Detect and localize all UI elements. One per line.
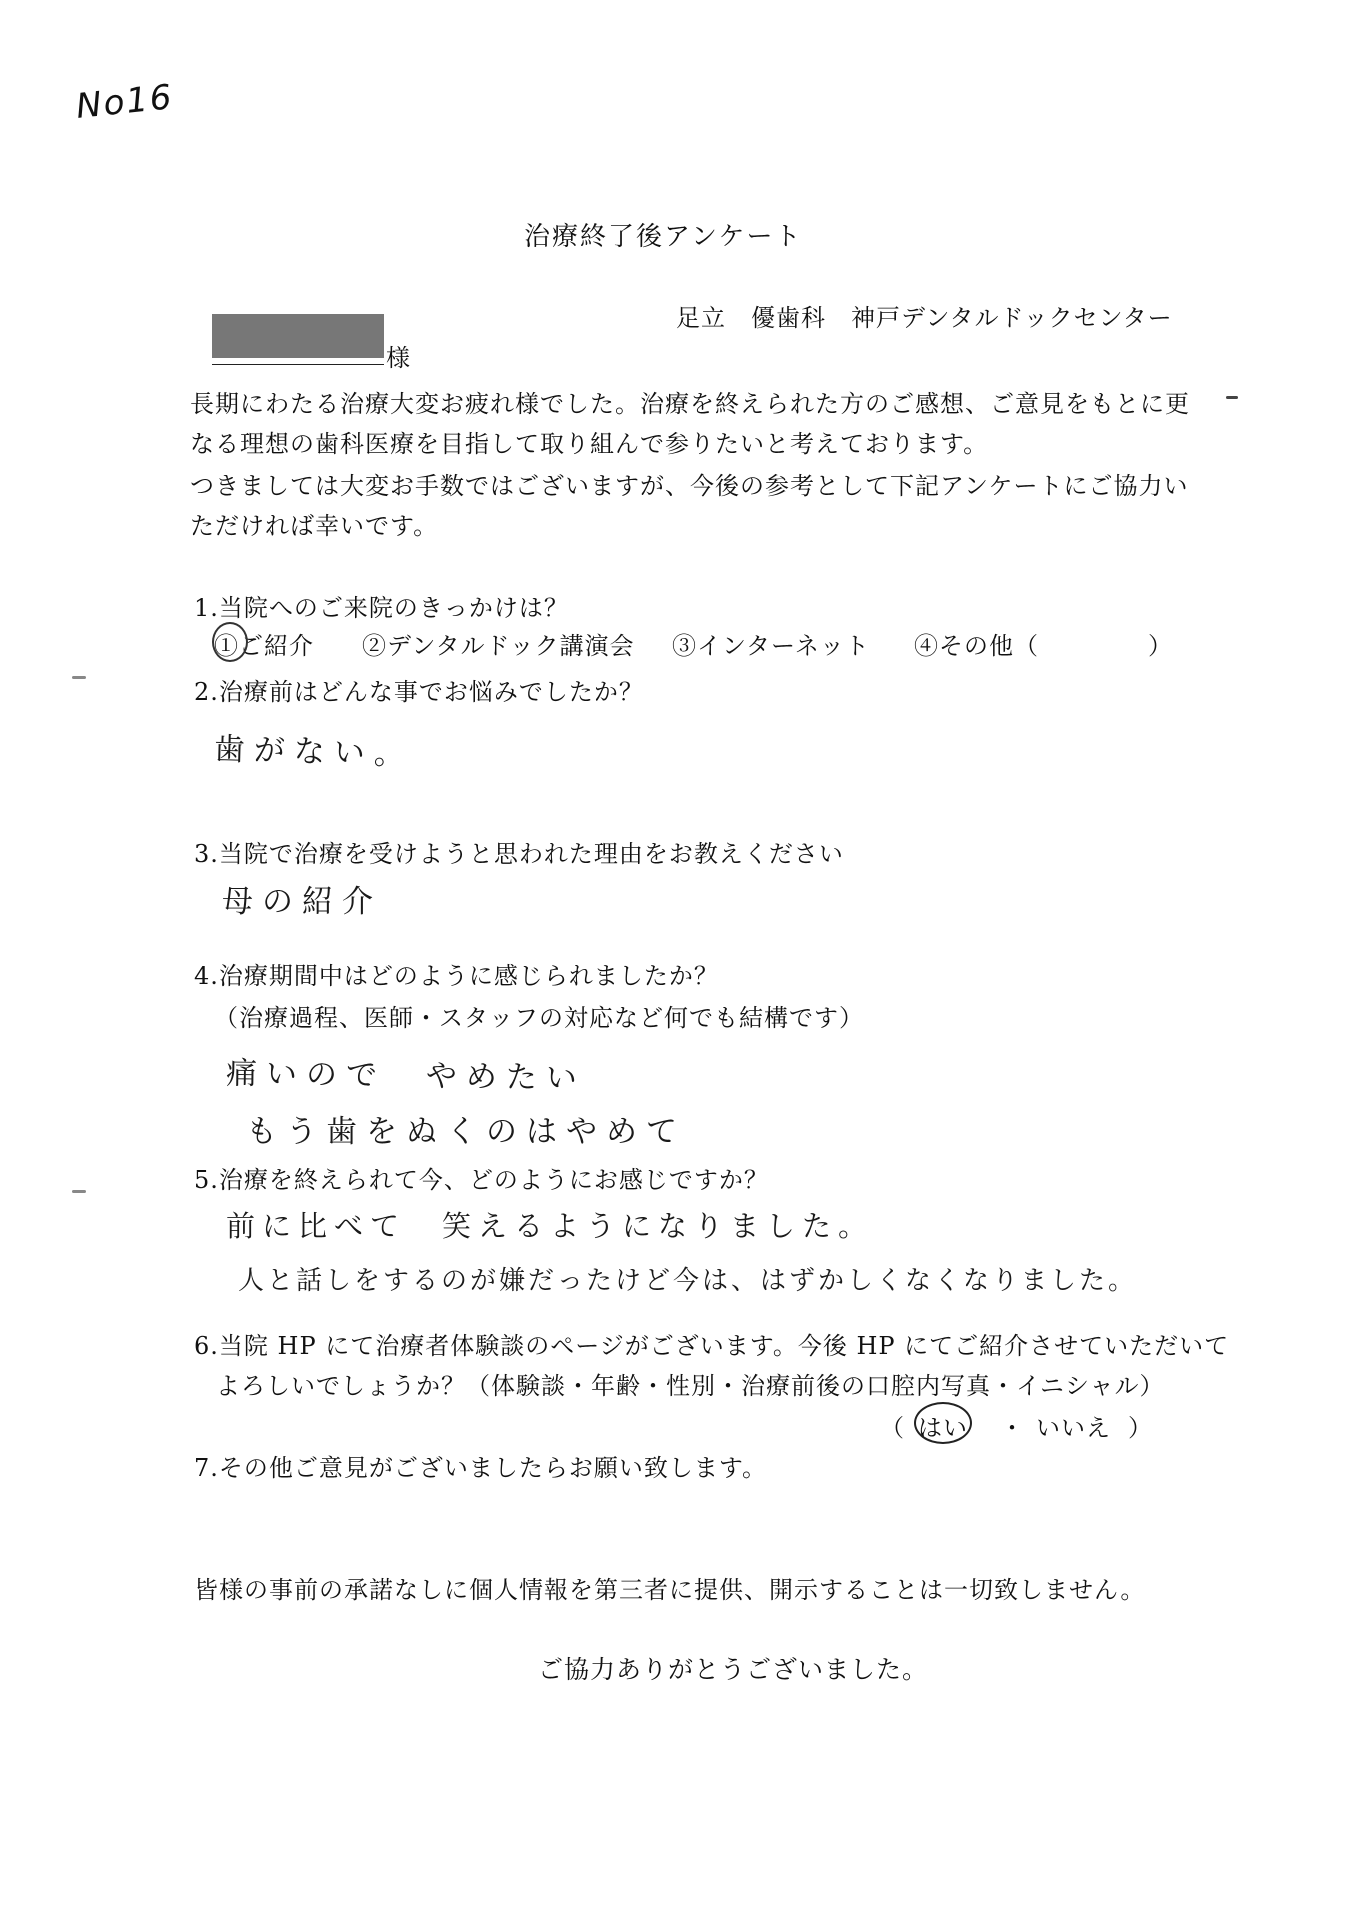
intro-line-4: ただければ幸いです。 bbox=[190, 512, 439, 540]
name-underline bbox=[212, 364, 384, 365]
document-number: No16 bbox=[74, 77, 176, 127]
q1-option-internet[interactable]: ③インターネット bbox=[672, 632, 870, 660]
q6-choice-close: ） bbox=[1128, 1414, 1153, 1442]
intro-line-1: 長期にわたる治療大変お疲れ様でした。治療を終えられた方のご感想、ご意見をもとに更 bbox=[190, 390, 1190, 418]
scan-speck bbox=[72, 676, 86, 679]
q6-choice-no[interactable]: いいえ bbox=[1036, 1414, 1111, 1442]
q1-option-dental-dock[interactable]: ②デンタルドック講演会 bbox=[362, 632, 635, 660]
q5-question: 5.治療を終えられて今、どのようにお感じですか？ bbox=[194, 1166, 769, 1194]
q2-handwritten-answer: 歯がない。 bbox=[213, 731, 415, 773]
intro-line-2: なる理想の歯科医療を目指して取り組んで参りたいと考えております。 bbox=[190, 430, 989, 458]
thanks-message: ご協力ありがとうございました。 bbox=[538, 1655, 929, 1684]
scan-speck bbox=[72, 1190, 86, 1193]
q1-question: 1.当院へのご来院のきっかけは？ bbox=[194, 594, 569, 622]
q7-question: 7.その他ご意見がございましたらお願い致します。 bbox=[194, 1454, 767, 1482]
q4-question: 4.治療期間中はどのように感じられましたか？ bbox=[194, 962, 719, 990]
clinic-name: 足立 優歯科 神戸デンタルドックセンター bbox=[676, 304, 1173, 332]
privacy-notice: 皆様の事前の承諾なしに個人情報を第三者に提供、開示することは一切致しません。 bbox=[194, 1576, 1146, 1604]
q6-question-line-2: よろしいでしょうか？（体験談・年齢・性別・治療前後の口腔内写真・イニシャル） bbox=[216, 1372, 1165, 1400]
salutation: 様 bbox=[386, 344, 411, 372]
q6-choice-separator: ・ bbox=[1000, 1414, 1025, 1442]
q5-handwritten-answer-line-1: 前に比べて 笑えるようになりました。 bbox=[226, 1209, 875, 1243]
q4-handwritten-answer-line-2: もう歯をぬくのはやめて bbox=[246, 1114, 686, 1150]
q6-question-line-1: 6.当院 HP にて治療者体験談のページがございます。今後 HP にてご紹介させていただいて bbox=[194, 1332, 1230, 1360]
q3-handwritten-answer: 母の紹介 bbox=[222, 884, 382, 920]
q1-option-other[interactable]: ④その他（ bbox=[914, 632, 1039, 660]
q5-handwritten-answer-line-2: 人と話しをするのが嫌だったけど今は、はずかしくなくなりました。 bbox=[238, 1266, 1138, 1296]
q1-other-close: ） bbox=[1148, 632, 1173, 660]
q2-question: 2.治療前はどんな事でお悩みでしたか？ bbox=[194, 678, 644, 706]
q6-selected-mark bbox=[914, 1402, 972, 1444]
q6-choice-open: （ bbox=[880, 1414, 905, 1442]
intro-line-3: つきましては大変お手数ではございますが、今後の参考として下記アンケートにご協力い bbox=[190, 472, 1189, 500]
q4-handwritten-answer-line-1: 痛いので やめたい bbox=[225, 1055, 587, 1097]
q3-question: 3.当院で治療を受けようと思われた理由をお教えください bbox=[194, 840, 844, 868]
redacted-patient-name bbox=[212, 314, 384, 358]
scan-speck bbox=[1226, 396, 1238, 399]
q1-option-referral[interactable]: ①ご紹介 bbox=[214, 632, 314, 660]
q4-note: （治療過程、医師・スタッフの対応など何でも結構です） bbox=[214, 1004, 864, 1032]
q1-selected-mark bbox=[212, 622, 248, 662]
q6-choice-yes[interactable]: はい bbox=[918, 1414, 968, 1442]
survey-title: 治療終了後アンケート bbox=[524, 222, 803, 252]
